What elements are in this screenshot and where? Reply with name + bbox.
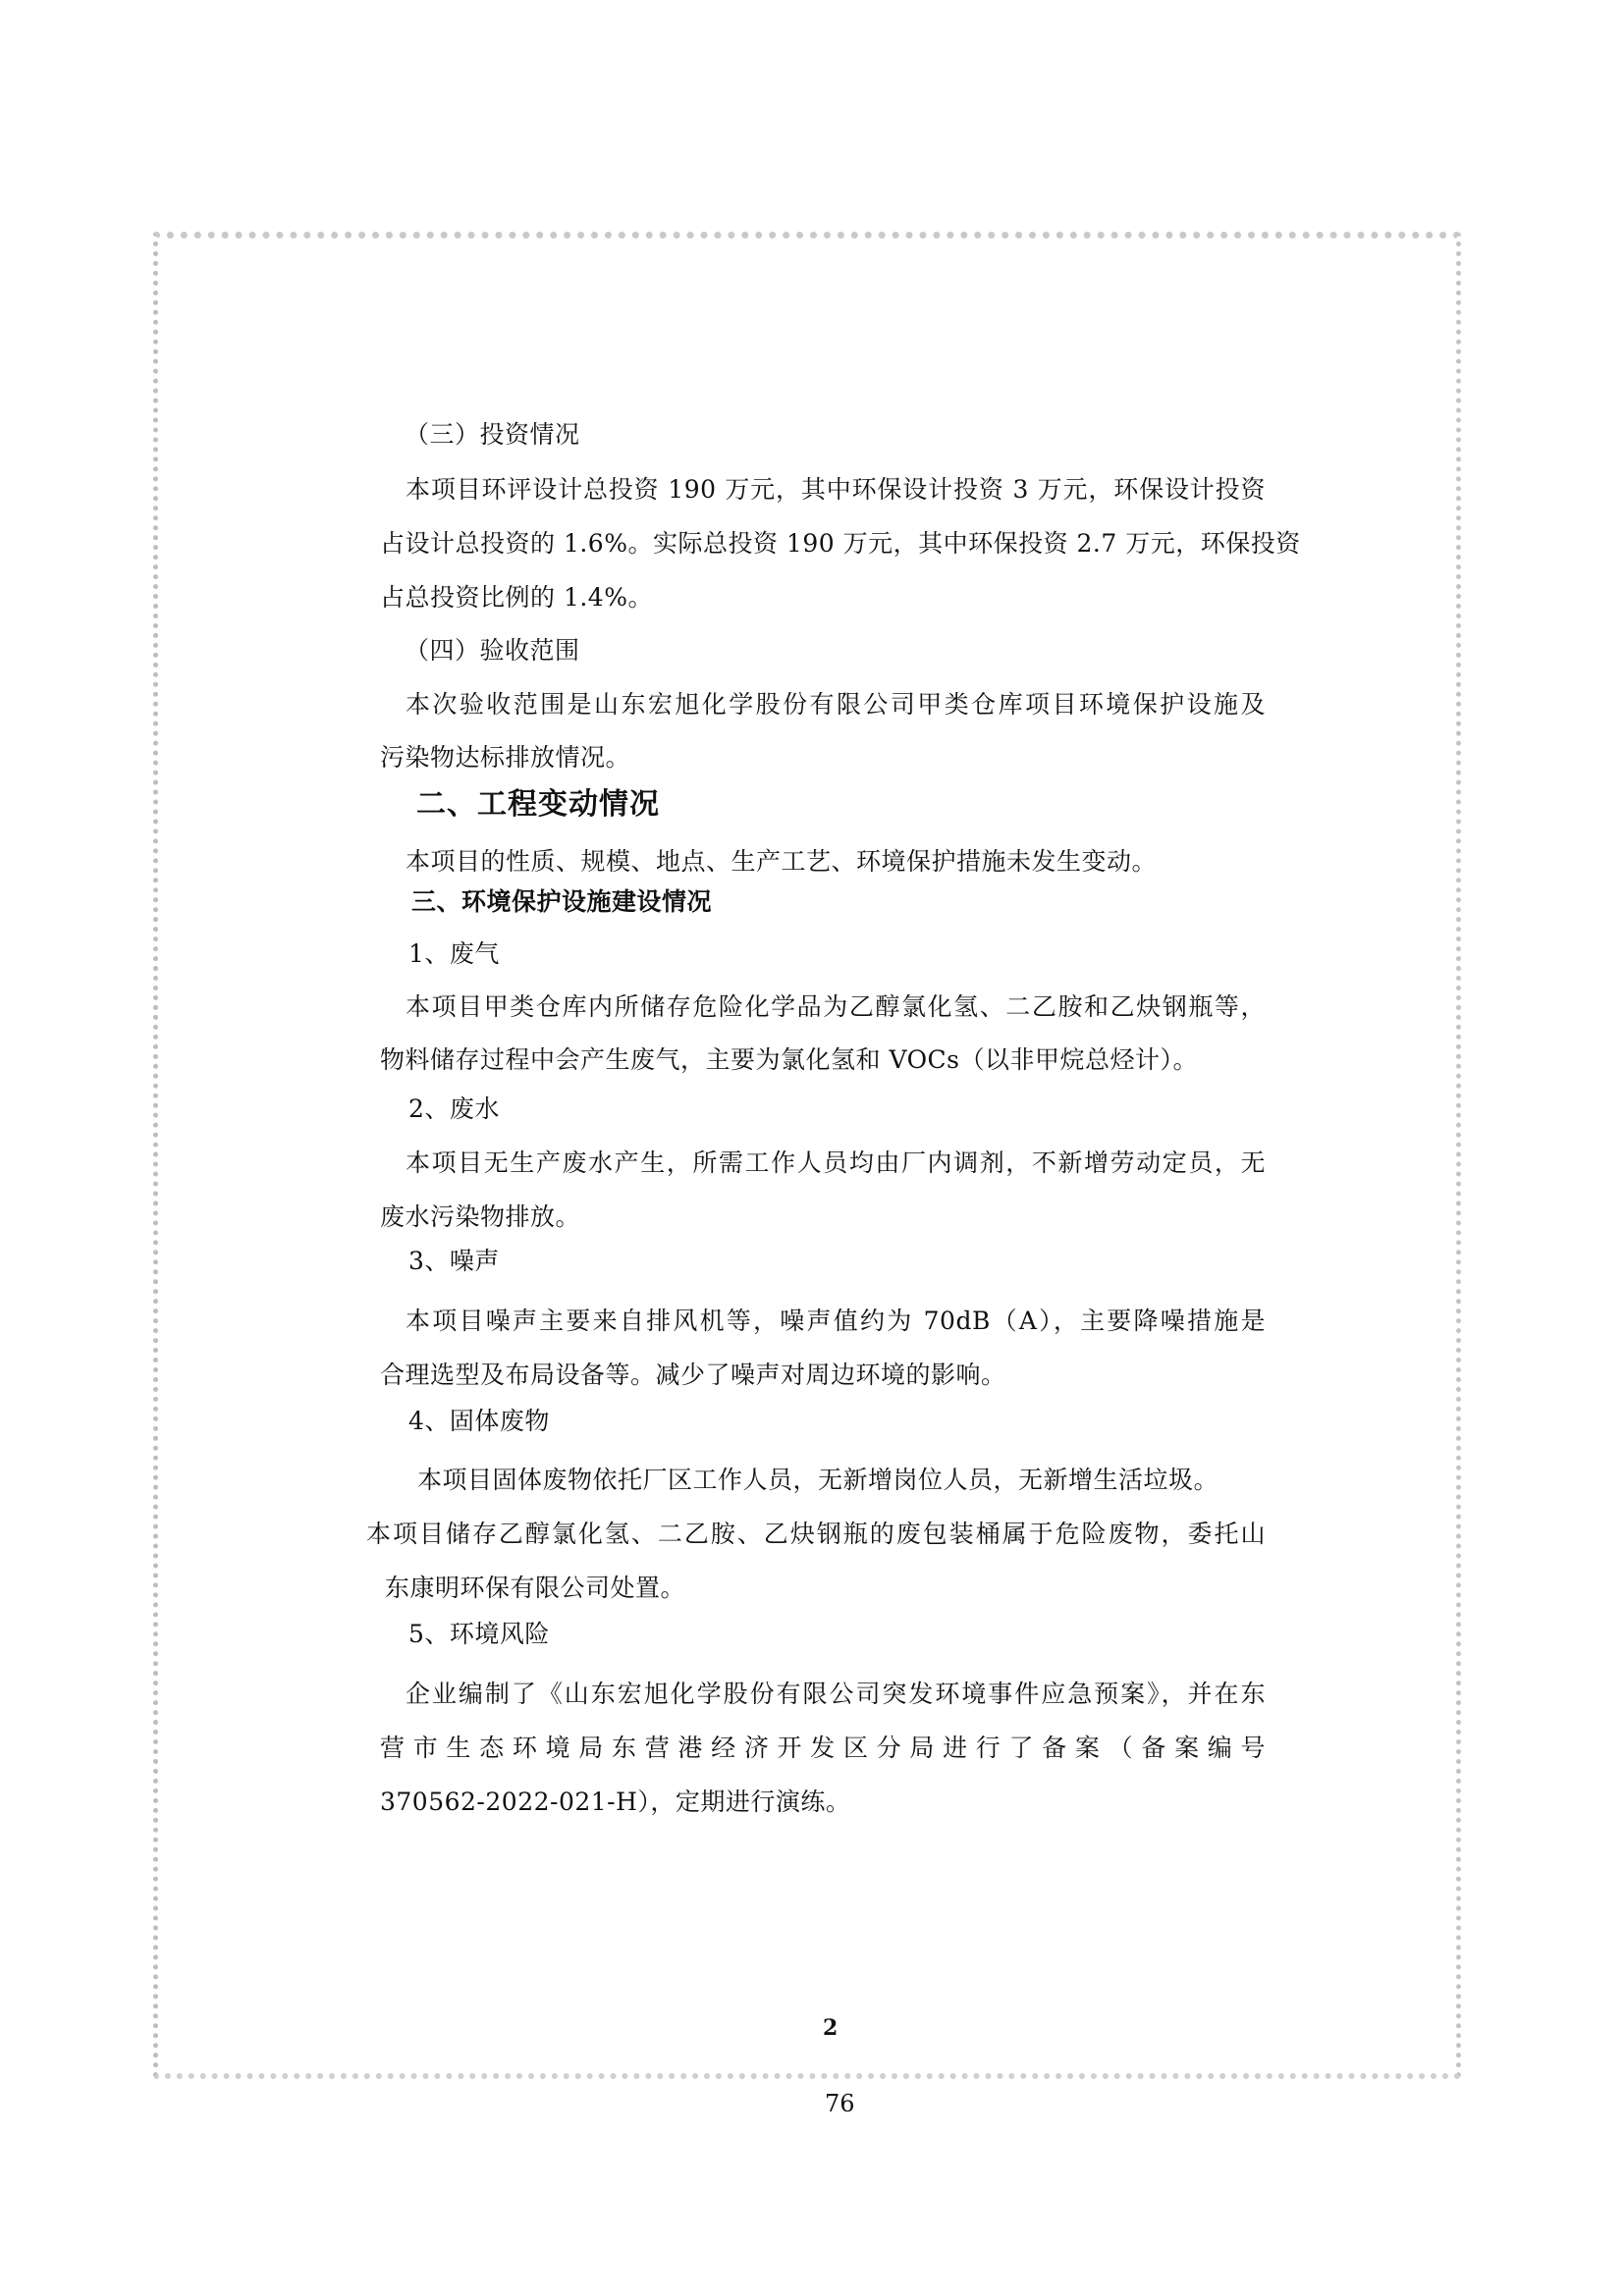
risk-heading: 5、环境风险 xyxy=(408,1620,550,1648)
changes-line-1: 本项目的性质、规模、地点、生产工艺、环境保护措施未发生变动。 xyxy=(406,847,1158,876)
changes-heading: 二、工程变动情况 xyxy=(416,787,660,822)
risk-line-3: 370562-2022-021-H），定期进行演练。 xyxy=(380,1788,851,1816)
investment-line-2: 占设计总投资的 1.6%。实际总投资 190 万元，其中环保投资 2.7 万元，环保投资 xyxy=(380,529,1301,558)
noise-line-2: 合理选型及布局设备等。减少了噪声对周边环境的影响。 xyxy=(380,1361,1006,1389)
noise-heading: 3、噪声 xyxy=(408,1247,500,1275)
water-heading: 2、废水 xyxy=(408,1095,500,1123)
water-line-1: 本项目无生产废水产生，所需工作人员均由厂内调剂，不新增劳动定员，无 xyxy=(406,1148,1266,1177)
scope-line-2: 污染物达标排放情况。 xyxy=(380,743,631,772)
gas-line-1: 本项目甲类仓库内所储存危险化学品为乙醇氯化氢、二乙胺和乙炔钢瓶等， xyxy=(406,992,1266,1021)
solid-line-3: 东康明环保有限公司处置。 xyxy=(385,1574,686,1602)
solid-heading: 4、固体废物 xyxy=(408,1407,550,1435)
page-number: 2 xyxy=(823,2015,839,2041)
investment-line-1: 本项目环评设计总投资 190 万元，其中环保设计投资 3 万元，环保设计投资 xyxy=(406,475,1266,504)
investment-line-3: 占总投资比例的 1.4%。 xyxy=(380,583,653,612)
risk-line-1: 企业编制了《山东宏旭化学股份有限公司突发环境事件应急预案》，并在东 xyxy=(406,1680,1266,1708)
solid-line-1: 本项目固体废物依托厂区工作人员，无新增岗位人员，无新增生活垃圾。 xyxy=(417,1466,1219,1494)
gas-heading: 1、废气 xyxy=(408,939,500,968)
gas-line-2: 物料储存过程中会产生废气，主要为氯化氢和 VOCs（以非甲烷总烃计）。 xyxy=(380,1045,1199,1074)
solid-line-2: 本项目储存乙醇氯化氢、二乙胺、乙炔钢瓶的废包装桶属于危险废物，委托山 xyxy=(366,1520,1266,1548)
investment-heading: （三）投资情况 xyxy=(405,420,580,449)
scope-line-1: 本次验收范围是山东宏旭化学股份有限公司甲类仓库项目环境保护设施及 xyxy=(406,690,1266,719)
water-line-2: 废水污染物排放。 xyxy=(380,1202,581,1231)
outer-page-number: 76 xyxy=(825,2090,855,2117)
facilities-heading: 三、环境保护设施建设情况 xyxy=(411,887,713,916)
scope-heading: （四）验收范围 xyxy=(405,636,580,665)
risk-line-2: 营市生态环境局东营港经济开发区分局进行了备案（备案编号 xyxy=(380,1734,1266,1762)
noise-line-1: 本项目噪声主要来自排风机等，噪声值约为 70dB（A），主要降噪措施是 xyxy=(406,1307,1266,1335)
